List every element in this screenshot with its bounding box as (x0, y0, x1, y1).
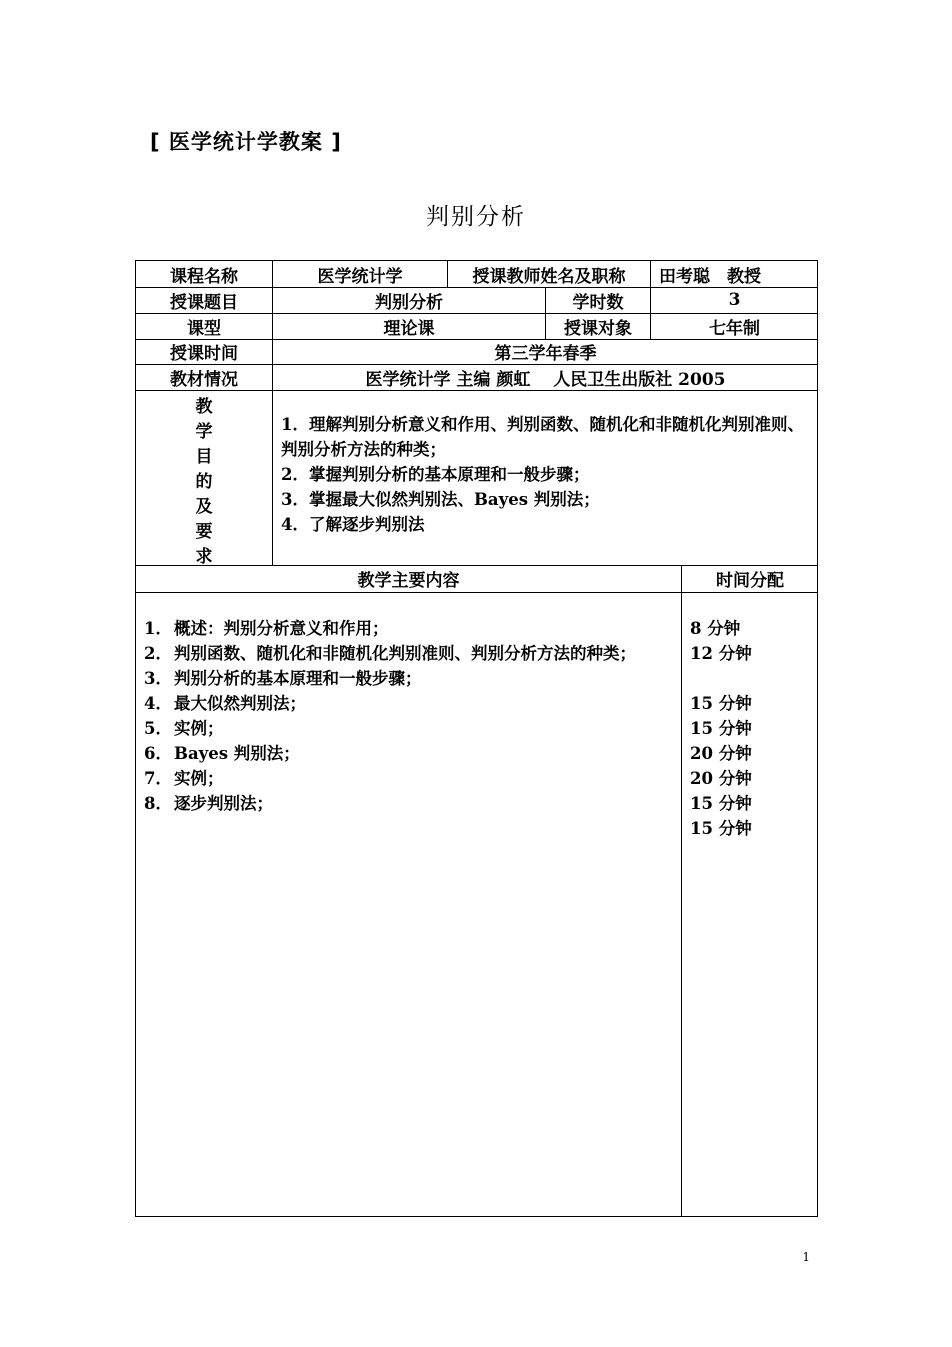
objectives-label (136, 390, 272, 565)
content-item (144, 641, 672, 666)
content-item (144, 691, 672, 716)
objectives-label-char: 学 (195, 422, 213, 442)
content-item-number: 4． (144, 694, 172, 713)
content-item (144, 741, 672, 766)
objectives-label-char: 及 (195, 497, 213, 517)
teacher-label: 授课教师姓名及职称 (447, 261, 650, 287)
row-topic (136, 287, 817, 314)
textbook-label: 教材情况 (170, 369, 238, 390)
content-item (144, 791, 672, 816)
objective-item: 3．掌握最大似然判别法、Bayes 判别法； (281, 490, 600, 509)
time-allocation-list (690, 616, 752, 841)
objectives-label-char: 教 (195, 397, 213, 417)
content-item (144, 666, 672, 691)
row-textbook (136, 364, 817, 391)
objectives-label-char: 的 (195, 472, 213, 492)
document-title: 判别分析 (426, 204, 526, 230)
row-course-name (136, 261, 817, 288)
row-type (136, 313, 817, 340)
topic-value: 判别分析 (272, 287, 545, 313)
content-item-number: 6． (144, 744, 172, 763)
content-item-text: 概述：判别分析意义和作用； (174, 619, 389, 638)
time-allocation: 20 分钟 (690, 744, 752, 763)
content-area (136, 592, 817, 1216)
content-item-number: 7． (144, 769, 172, 788)
row-objectives (136, 390, 817, 566)
time-allocation-spacer (690, 666, 752, 691)
time-label: 授课时间 (170, 344, 238, 364)
time-allocation: 15 分钟 (690, 694, 752, 713)
time-allocation: 15 分钟 (690, 794, 752, 813)
content-item (144, 766, 672, 791)
content-list (144, 616, 672, 816)
course-name-label: 课程名称 (170, 266, 238, 287)
objectives-label-char: 要 (195, 522, 213, 542)
hours-label: 学时数 (545, 287, 650, 313)
objective-item: 2．掌握判别分析的基本原理和一般步骤； (281, 465, 590, 484)
objectives-label-char: 目 (195, 447, 213, 467)
content-item-text: 最大似然判别法； (174, 694, 306, 713)
time-allocation: 8 分钟 (690, 619, 741, 638)
type-value: 理论课 (272, 313, 545, 339)
objective-item: 4．了解逐步判别法 (281, 515, 425, 534)
content-item-text: 判别分析的基本原理和一般步骤； (174, 669, 422, 688)
topic-label: 授课题目 (170, 292, 238, 313)
time-allocation: 20 分钟 (690, 769, 752, 788)
textbook-value: 医学统计学 主编 颜虹 人民卫生出版社 2005 (272, 364, 818, 390)
objectives-list (281, 412, 811, 537)
content-item-text: 实例； (174, 719, 224, 738)
audience-label: 授课对象 (545, 313, 650, 339)
content-header-main: 教学主要内容 (357, 571, 460, 591)
content-item-number: 1． (144, 619, 172, 638)
objectives-divider (272, 390, 273, 565)
document-header-label: [ 医学统计学教案 ] (150, 130, 342, 154)
row-time (136, 339, 817, 365)
content-item-text: 逐步判别法； (174, 794, 273, 813)
content-item-text: Bayes 判别法； (174, 744, 300, 763)
time-allocation: 12 分钟 (690, 644, 752, 663)
content-item-text: 判别函数、随机化和非随机化判别准则、判别分析方法的种类； (174, 644, 636, 663)
lesson-plan-table (135, 260, 818, 1217)
content-divider (681, 592, 682, 1216)
content-item-number: 3． (144, 669, 172, 688)
audience-value: 七年制 (650, 313, 818, 339)
time-value: 第三学年春季 (272, 339, 818, 364)
page-number: 1 (802, 1250, 810, 1264)
row-content-header (136, 565, 817, 593)
objectives-label-char: 求 (195, 547, 213, 567)
time-allocation: 15 分钟 (690, 819, 752, 838)
objective-item: 1．理解判别分析意义和作用、判别函数、随机化和非随机化判别准则、判别分析方法的种类； (281, 415, 804, 459)
content-item-number: 2． (144, 644, 172, 663)
teacher-value: 田考聪 教授 (650, 261, 818, 287)
content-header-time: 时间分配 (681, 565, 818, 592)
content-item-number: 8． (144, 794, 172, 813)
content-item-number: 5． (144, 719, 172, 738)
type-label: 课型 (187, 318, 221, 339)
hours-value: 3 (650, 287, 818, 313)
course-name-value: 医学统计学 (272, 261, 447, 287)
content-item-text: 实例； (174, 769, 224, 788)
time-allocation: 15 分钟 (690, 719, 752, 738)
content-item (144, 716, 672, 741)
content-item (144, 616, 672, 641)
